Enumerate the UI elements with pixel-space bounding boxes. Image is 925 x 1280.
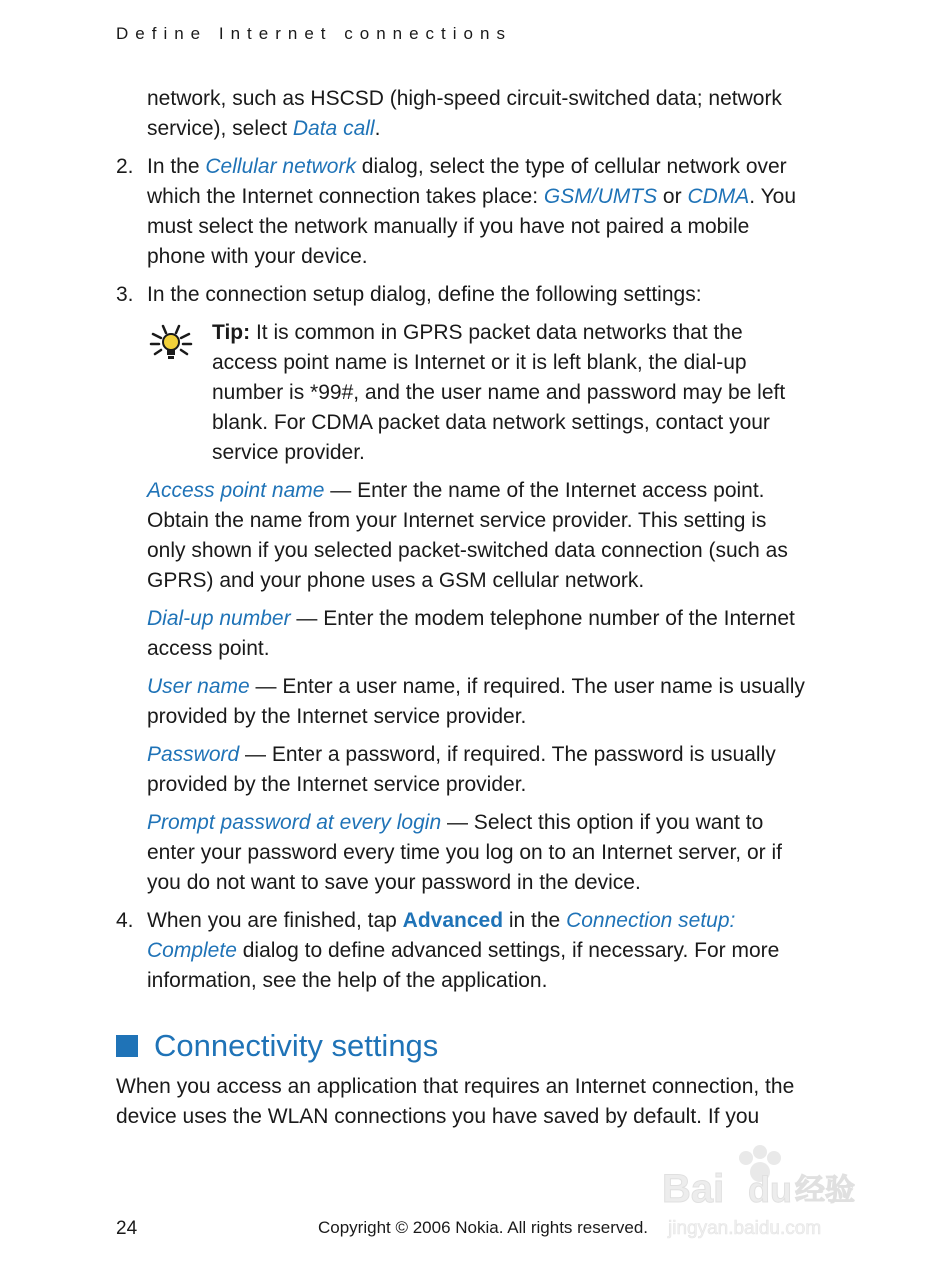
- prompt-password-link[interactable]: Prompt password at every login: [147, 811, 442, 834]
- setting-description: — Enter a password, if required. The password is usually provided by the Internet service provider.: [147, 743, 776, 796]
- tip-block: [116, 318, 806, 468]
- step4-text: When you are finished, tap: [147, 909, 403, 932]
- step4-text: dialog to define advanced settings, if necessary. For more information, see the help of the application.: [147, 939, 780, 992]
- step-number: 4.: [116, 909, 134, 932]
- step2-text: . You must select the network manually if you have not paired a mobile phone with your device.: [147, 185, 797, 268]
- setting-prompt-password: [116, 808, 806, 898]
- step-number: 2.: [116, 155, 134, 178]
- baidu-watermark: [660, 1140, 870, 1240]
- section-heading: [116, 1026, 438, 1066]
- cellular-network-link[interactable]: Cellular network: [205, 155, 356, 178]
- watermark-url: jingyan.baidu.com: [668, 1218, 822, 1239]
- copyright-notice: Copyright © 2006 Nokia. All rights reserved.: [318, 1218, 649, 1237]
- setting-description: — Enter the name of the Internet access point. Obtain the name from your Internet service provider. This setting is only shown if you selected packet-switched data connection (such as GPRS) and your phone uses a GSM cellular network.: [147, 479, 788, 592]
- intro-text: network, such as HSCSD (high-speed circuit-switched data; network service), select: [147, 87, 782, 140]
- step-3: [116, 280, 806, 310]
- tip-text: It is common in GPRS packet data networks that the access point name is Internet or it is left blank, the dial-up number is *99#, and the user name and password may be left blank. For CDMA packet data network settings, contact your service provider.: [212, 321, 786, 464]
- setting-password: [116, 740, 806, 800]
- connection-setup-complete-link[interactable]: Connection setup: Complete: [147, 909, 736, 962]
- body-text: [116, 84, 806, 996]
- step2-text: dialog, select the type of cellular network over which the Internet connection takes place:: [147, 155, 787, 208]
- setting-description: — Enter a user name, if required. The user name is usually provided by the Internet service provider.: [147, 675, 805, 728]
- watermark-text: du: [748, 1169, 792, 1210]
- password-link[interactable]: Password: [147, 743, 240, 766]
- watermark-text: 经验: [795, 1173, 855, 1208]
- cdma-link[interactable]: CDMA: [687, 185, 750, 208]
- step2-text: or: [657, 185, 688, 208]
- setting-user-name: [116, 672, 806, 732]
- dial-up-number-link[interactable]: Dial-up number: [147, 607, 291, 630]
- access-point-name-link[interactable]: Access point name: [147, 479, 325, 502]
- tip-label: Tip:: [212, 321, 251, 344]
- setting-description: — Select this option if you want to enter your password every time you log on to an Internet server, or if you do not want to save your password in the device.: [147, 811, 782, 894]
- section-title: Connectivity settings: [154, 1028, 439, 1063]
- step-4: [116, 906, 806, 996]
- section-body: When you access an application that requires an Internet connection, the device uses the WLAN connections you have saved by default. If you: [116, 1075, 795, 1128]
- step3-text: In the connection setup dialog, define the following settings:: [147, 283, 702, 306]
- intro-paragraph: [116, 84, 806, 144]
- setting-dial-up-number: [116, 604, 806, 664]
- lightbulb-icon: [147, 320, 195, 364]
- step4-text: in the: [503, 909, 567, 932]
- setting-access-point-name: [116, 476, 806, 596]
- running-header: Define Internet connections: [116, 24, 512, 43]
- setting-description: — Enter the modem telephone number of the Internet access point.: [147, 607, 795, 660]
- gsm-umts-link[interactable]: GSM/UMTS: [543, 185, 658, 208]
- advanced-link[interactable]: Advanced: [402, 909, 504, 932]
- data-call-link[interactable]: Data call: [292, 117, 375, 140]
- intro-suffix: .: [374, 117, 381, 140]
- square-bullet-icon: [116, 1035, 138, 1057]
- watermark-text: Bai: [662, 1167, 725, 1211]
- step-number: 3.: [116, 283, 134, 306]
- page-number: 24: [116, 1218, 138, 1239]
- step2-text: In the: [147, 155, 206, 178]
- user-name-link[interactable]: User name: [147, 675, 250, 698]
- step-2: [116, 152, 806, 272]
